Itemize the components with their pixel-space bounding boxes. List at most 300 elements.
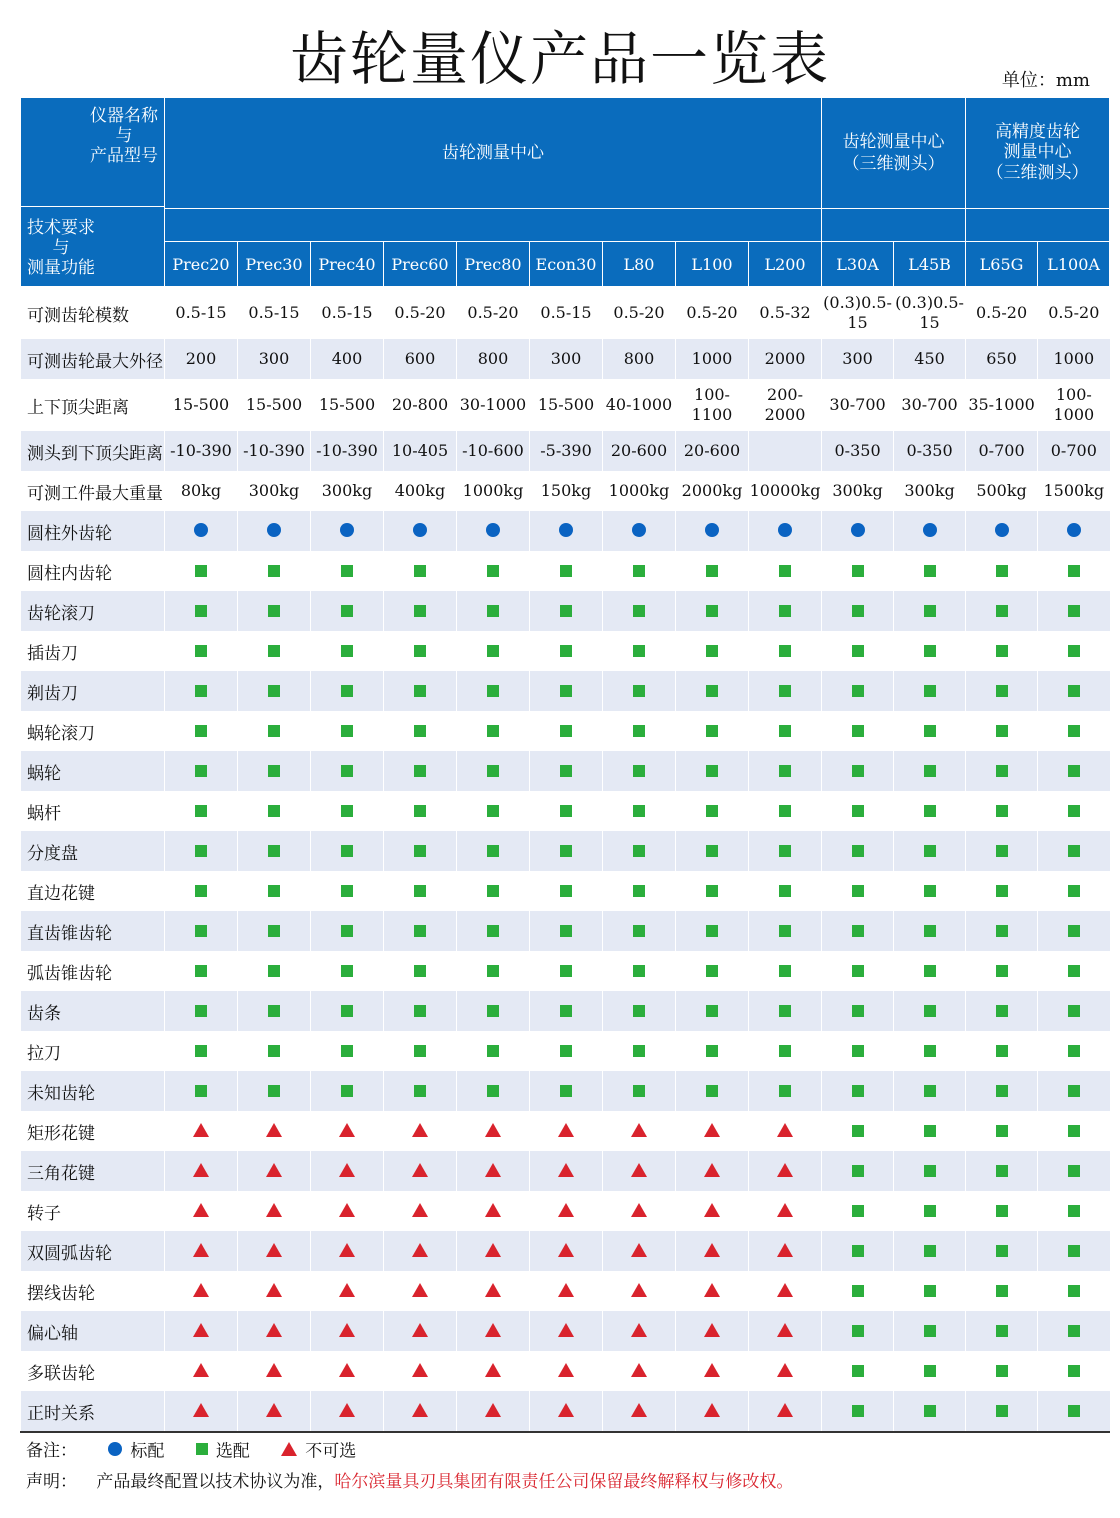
green-square-icon — [924, 845, 936, 857]
function-row — [21, 511, 1110, 551]
green-square-icon — [633, 1045, 645, 1057]
green-square-icon — [1068, 1205, 1080, 1217]
green-square-icon — [633, 965, 645, 977]
green-square-icon — [487, 845, 499, 857]
spec-cell: 1000kg — [603, 471, 676, 511]
mark-cell — [966, 991, 1038, 1031]
blue-circle-icon — [778, 523, 792, 537]
mark-cell — [311, 511, 384, 551]
green-square-icon — [852, 1085, 864, 1097]
function-row — [21, 1071, 1110, 1111]
spec-cell: (0.3)0.5-15 — [822, 287, 894, 340]
mark-cell — [530, 671, 603, 711]
group-header-gear-center: 齿轮测量中心 — [165, 98, 822, 209]
red-triangle-icon — [339, 1123, 355, 1137]
mark-cell — [603, 1031, 676, 1071]
mark-cell — [384, 711, 457, 751]
green-square-icon — [487, 725, 499, 737]
mark-cell — [603, 1071, 676, 1111]
spec-cell: 400 — [311, 339, 384, 379]
mark-cell — [238, 1031, 311, 1071]
red-triangle-icon — [485, 1123, 501, 1137]
green-square-icon — [852, 965, 864, 977]
mark-cell — [749, 791, 822, 831]
green-square-icon — [487, 1085, 499, 1097]
red-triangle-icon — [412, 1243, 428, 1257]
mark-cell — [311, 951, 384, 991]
mark-cell — [1038, 1031, 1110, 1071]
red-triangle-icon — [631, 1323, 647, 1337]
mark-cell — [676, 1151, 749, 1191]
green-square-icon — [414, 645, 426, 657]
spec-cell: 0.5-15 — [530, 287, 603, 340]
mark-cell — [1038, 791, 1110, 831]
mark-cell — [603, 1271, 676, 1311]
mark-cell — [676, 711, 749, 751]
blue-circle-icon — [923, 523, 937, 537]
green-square-icon — [924, 605, 936, 617]
blue-circle-icon — [340, 523, 354, 537]
function-row — [21, 631, 1110, 671]
mark-cell — [894, 511, 966, 551]
red-triangle-icon — [485, 1163, 501, 1177]
red-triangle-icon — [558, 1323, 574, 1337]
function-row — [21, 1271, 1110, 1311]
green-square-icon — [268, 925, 280, 937]
green-square-icon — [487, 885, 499, 897]
mark-cell — [676, 991, 749, 1031]
mark-cell — [966, 1071, 1038, 1111]
spec-cell: 0.5-20 — [676, 287, 749, 340]
spec-cell: 0.5-15 — [238, 287, 311, 340]
mark-cell — [822, 1031, 894, 1071]
green-square-icon — [195, 1005, 207, 1017]
green-square-icon — [1068, 965, 1080, 977]
header-corner — [21, 98, 165, 287]
mark-cell — [311, 1351, 384, 1391]
green-square-icon — [996, 1005, 1008, 1017]
green-square-icon — [996, 925, 1008, 937]
green-square-icon — [996, 1125, 1008, 1137]
spec-row — [21, 339, 1110, 379]
mark-cell — [311, 631, 384, 671]
spec-cell: 200-2000 — [749, 379, 822, 431]
mark-cell — [822, 1071, 894, 1111]
spec-cell: 15-500 — [311, 379, 384, 431]
mark-cell — [894, 1311, 966, 1351]
mark-cell — [530, 591, 603, 631]
green-square-icon — [996, 1285, 1008, 1297]
mark-cell — [457, 911, 530, 951]
mark-cell — [749, 1151, 822, 1191]
mark-cell — [822, 631, 894, 671]
group-header-gear-center-3d: 齿轮测量中心 （三维测头） — [822, 98, 966, 209]
green-square-icon — [633, 1085, 645, 1097]
red-triangle-icon — [339, 1323, 355, 1337]
mark-cell — [676, 551, 749, 591]
mark-cell — [966, 1231, 1038, 1271]
mark-cell — [966, 1031, 1038, 1071]
green-square-icon — [195, 885, 207, 897]
green-square-icon — [195, 1085, 207, 1097]
mark-cell — [676, 871, 749, 911]
spec-cell: 200 — [165, 339, 238, 379]
blue-circle-icon — [559, 523, 573, 537]
green-square-icon — [1068, 1285, 1080, 1297]
mark-cell — [165, 1311, 238, 1351]
green-square-icon — [1068, 1045, 1080, 1057]
red-triangle-icon — [631, 1283, 647, 1297]
spec-cell: 450 — [894, 339, 966, 379]
green-square-icon — [1068, 605, 1080, 617]
mark-cell — [457, 1231, 530, 1271]
red-triangle-icon — [193, 1363, 209, 1377]
green-square-icon — [195, 845, 207, 857]
mark-cell — [165, 991, 238, 1031]
green-square-icon — [706, 685, 718, 697]
mark-cell — [676, 1351, 749, 1391]
mark-cell — [894, 1231, 966, 1271]
spec-cell: 300kg — [822, 471, 894, 511]
red-triangle-icon — [777, 1243, 793, 1257]
green-square-icon — [633, 605, 645, 617]
green-square-icon — [996, 725, 1008, 737]
model-header: L45B — [894, 242, 966, 287]
green-square-icon — [341, 965, 353, 977]
spec-cell: 20-600 — [676, 431, 749, 471]
mark-cell — [530, 951, 603, 991]
green-square-icon — [779, 1005, 791, 1017]
green-square-icon — [779, 885, 791, 897]
green-square-icon — [852, 1285, 864, 1297]
green-square-icon — [414, 725, 426, 737]
row-label: 可测齿轮模数 — [21, 287, 165, 340]
mark-cell — [603, 751, 676, 791]
mark-cell — [966, 1271, 1038, 1311]
mark-cell — [384, 1391, 457, 1432]
function-row — [21, 991, 1110, 1031]
green-square-icon — [195, 645, 207, 657]
green-square-icon — [341, 765, 353, 777]
green-square-icon — [924, 645, 936, 657]
green-square-icon — [341, 565, 353, 577]
mark-cell — [676, 911, 749, 951]
function-row — [21, 1311, 1110, 1351]
green-square-icon — [706, 725, 718, 737]
mark-cell — [530, 751, 603, 791]
green-square-icon — [852, 605, 864, 617]
mark-cell — [1038, 631, 1110, 671]
mark-cell — [530, 911, 603, 951]
mark-cell — [676, 671, 749, 711]
green-square-icon — [268, 1085, 280, 1097]
mark-cell — [165, 1151, 238, 1191]
mark-cell — [530, 991, 603, 1031]
red-triangle-icon — [339, 1243, 355, 1257]
mark-cell — [311, 1311, 384, 1351]
mark-cell — [238, 951, 311, 991]
red-triangle-icon — [704, 1243, 720, 1257]
green-square-icon — [996, 1365, 1008, 1377]
green-square-icon — [414, 845, 426, 857]
function-row — [21, 1231, 1110, 1271]
mark-cell — [749, 911, 822, 951]
row-label: 直边花键 — [21, 871, 165, 911]
model-header: L200 — [749, 242, 822, 287]
mark-cell — [530, 1031, 603, 1071]
mark-cell — [238, 631, 311, 671]
mark-cell — [1038, 1111, 1110, 1151]
red-triangle-icon — [339, 1363, 355, 1377]
spec-cell: 800 — [457, 339, 530, 379]
mark-cell — [749, 951, 822, 991]
mark-cell — [530, 511, 603, 551]
green-square-icon — [268, 725, 280, 737]
mark-cell — [603, 911, 676, 951]
green-square-icon — [852, 765, 864, 777]
mark-cell — [165, 791, 238, 831]
blue-circle-icon — [108, 1442, 122, 1456]
mark-cell — [1038, 1391, 1110, 1432]
green-square-icon — [852, 1165, 864, 1177]
mark-cell — [894, 591, 966, 631]
red-triangle-icon — [266, 1323, 282, 1337]
green-square-icon — [852, 805, 864, 817]
mark-cell — [749, 991, 822, 1031]
green-square-icon — [924, 925, 936, 937]
mark-cell — [822, 671, 894, 711]
corner-top-label: 仪器名称 与 产品型号 — [90, 106, 158, 166]
mark-cell — [238, 1391, 311, 1432]
spec-cell: 0.5-20 — [603, 287, 676, 340]
mark-cell — [676, 1391, 749, 1432]
mark-cell — [676, 951, 749, 991]
green-square-icon — [706, 565, 718, 577]
mark-cell — [676, 1311, 749, 1351]
mark-cell — [749, 1391, 822, 1432]
mark-cell — [384, 1311, 457, 1351]
mark-cell — [603, 671, 676, 711]
mark-cell — [238, 911, 311, 951]
green-square-icon — [852, 1005, 864, 1017]
green-square-icon — [195, 565, 207, 577]
mark-cell — [530, 1111, 603, 1151]
mark-cell — [1038, 911, 1110, 951]
green-square-icon — [341, 1005, 353, 1017]
spec-row — [21, 379, 1110, 431]
green-square-icon — [706, 925, 718, 937]
green-square-icon — [924, 805, 936, 817]
row-label: 分度盘 — [21, 831, 165, 871]
green-square-icon — [414, 605, 426, 617]
green-square-icon — [852, 1325, 864, 1337]
green-square-icon — [996, 1205, 1008, 1217]
mark-cell — [384, 511, 457, 551]
row-label: 正时关系 — [21, 1391, 165, 1432]
green-square-icon — [779, 965, 791, 977]
green-square-icon — [268, 645, 280, 657]
mark-cell — [311, 591, 384, 631]
green-square-icon — [341, 1085, 353, 1097]
spec-cell: 0.5-20 — [457, 287, 530, 340]
green-square-icon — [779, 645, 791, 657]
red-triangle-icon — [777, 1363, 793, 1377]
mark-cell — [457, 1391, 530, 1432]
red-triangle-icon — [558, 1123, 574, 1137]
green-square-icon — [1068, 1365, 1080, 1377]
green-square-icon — [779, 845, 791, 857]
green-square-icon — [852, 885, 864, 897]
green-square-icon — [414, 965, 426, 977]
green-square-icon — [341, 645, 353, 657]
mark-cell — [457, 751, 530, 791]
mark-cell — [603, 991, 676, 1031]
mark-cell — [1038, 671, 1110, 711]
spec-cell: 0.5-32 — [749, 287, 822, 340]
mark-cell — [165, 831, 238, 871]
green-square-icon — [196, 1443, 208, 1455]
mark-cell — [238, 1071, 311, 1111]
mark-cell — [822, 711, 894, 751]
green-square-icon — [996, 645, 1008, 657]
green-square-icon — [633, 565, 645, 577]
mark-cell — [384, 1271, 457, 1311]
mark-cell — [165, 1391, 238, 1432]
green-square-icon — [779, 605, 791, 617]
green-square-icon — [560, 685, 572, 697]
spec-cell: 0-350 — [822, 431, 894, 471]
mark-cell — [822, 1391, 894, 1432]
spec-cell: -5-390 — [530, 431, 603, 471]
row-label: 齿条 — [21, 991, 165, 1031]
green-square-icon — [996, 765, 1008, 777]
green-square-icon — [996, 1085, 1008, 1097]
mark-cell — [603, 1151, 676, 1191]
row-label: 圆柱内齿轮 — [21, 551, 165, 591]
row-label: 插齿刀 — [21, 631, 165, 671]
green-square-icon — [633, 725, 645, 737]
green-square-icon — [996, 1245, 1008, 1257]
row-label: 蜗杆 — [21, 791, 165, 831]
mark-cell — [238, 591, 311, 631]
mark-cell — [384, 1071, 457, 1111]
mark-cell — [894, 791, 966, 831]
red-triangle-icon — [704, 1163, 720, 1177]
green-square-icon — [487, 685, 499, 697]
mark-cell — [384, 1231, 457, 1271]
green-square-icon — [268, 805, 280, 817]
mark-cell — [165, 671, 238, 711]
mark-cell — [530, 1311, 603, 1351]
blue-circle-icon — [995, 523, 1009, 537]
mark-cell — [384, 1351, 457, 1391]
mark-cell — [311, 671, 384, 711]
mark-cell — [749, 871, 822, 911]
spec-cell: 1000 — [676, 339, 749, 379]
row-label: 偏心轴 — [21, 1311, 165, 1351]
mark-cell — [457, 1191, 530, 1231]
mark-cell — [966, 671, 1038, 711]
mark-cell — [311, 1391, 384, 1432]
mark-cell — [165, 751, 238, 791]
unit-label: 单位：mm — [1001, 70, 1090, 91]
row-label: 多联齿轮 — [21, 1351, 165, 1391]
mark-cell — [165, 1271, 238, 1311]
row-label: 圆柱外齿轮 — [21, 511, 165, 551]
green-square-icon — [560, 845, 572, 857]
mark-cell — [966, 551, 1038, 591]
mark-cell — [384, 671, 457, 711]
mark-cell — [966, 631, 1038, 671]
mark-cell — [966, 591, 1038, 631]
mark-cell — [822, 591, 894, 631]
spec-cell: 300 — [822, 339, 894, 379]
spec-cell: 400kg — [384, 471, 457, 511]
mark-cell — [457, 951, 530, 991]
green-square-icon — [195, 1045, 207, 1057]
green-square-icon — [341, 885, 353, 897]
spec-cell: -10-390 — [311, 431, 384, 471]
mark-cell — [311, 791, 384, 831]
green-square-icon — [560, 725, 572, 737]
row-label: 可测工件最大重量 — [21, 471, 165, 511]
row-label: 蜗轮滚刀 — [21, 711, 165, 751]
red-triangle-icon — [631, 1243, 647, 1257]
mark-cell — [165, 911, 238, 951]
mark-cell — [894, 631, 966, 671]
red-triangle-icon — [777, 1203, 793, 1217]
legend-item-optional: 选配 — [196, 1439, 255, 1459]
blue-circle-icon — [413, 523, 427, 537]
green-square-icon — [924, 1205, 936, 1217]
spec-cell — [749, 431, 822, 471]
green-square-icon — [924, 1165, 936, 1177]
red-triangle-icon — [777, 1283, 793, 1297]
mark-cell — [822, 1191, 894, 1231]
mark-cell — [1038, 1311, 1110, 1351]
green-square-icon — [560, 765, 572, 777]
green-square-icon — [633, 685, 645, 697]
mark-cell — [1038, 591, 1110, 631]
mark-cell — [238, 1231, 311, 1271]
mark-cell — [384, 1151, 457, 1191]
mark-cell — [530, 631, 603, 671]
mark-cell — [749, 1311, 822, 1351]
red-triangle-icon — [777, 1323, 793, 1337]
mark-cell — [165, 711, 238, 751]
red-triangle-icon — [281, 1442, 297, 1456]
green-square-icon — [706, 885, 718, 897]
green-square-icon — [560, 1045, 572, 1057]
red-triangle-icon — [631, 1403, 647, 1417]
red-triangle-icon — [777, 1403, 793, 1417]
green-square-icon — [924, 1365, 936, 1377]
row-label: 直齿锥齿轮 — [21, 911, 165, 951]
green-square-icon — [268, 845, 280, 857]
mark-cell — [238, 991, 311, 1031]
function-row — [21, 1351, 1110, 1391]
mark-cell — [894, 1191, 966, 1231]
function-row — [21, 911, 1110, 951]
green-square-icon — [195, 925, 207, 937]
green-square-icon — [414, 925, 426, 937]
legend — [26, 1436, 356, 1461]
green-square-icon — [852, 565, 864, 577]
green-square-icon — [1068, 565, 1080, 577]
mark-cell — [238, 511, 311, 551]
red-triangle-icon — [339, 1403, 355, 1417]
green-square-icon — [560, 605, 572, 617]
